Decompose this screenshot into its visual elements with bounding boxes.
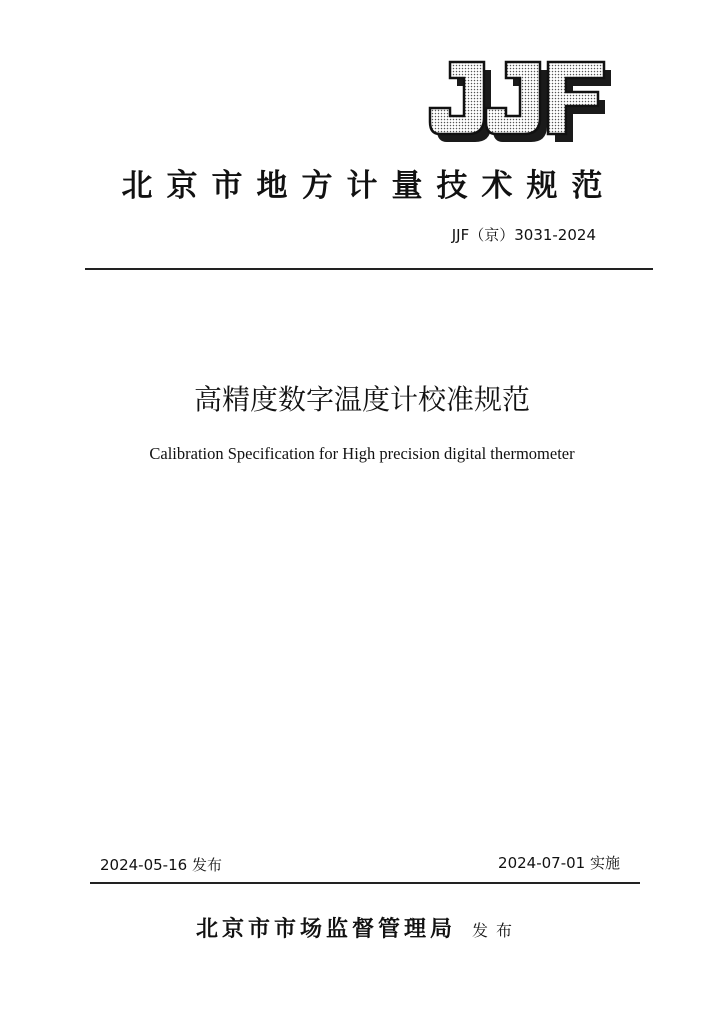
main-title-en: Calibration Specification for High precision digital thermometer — [149, 444, 575, 463]
jjf-logo — [428, 58, 616, 144]
effective-date: 2024-07-01 实施 — [498, 854, 620, 872]
publisher-name: 北京市市场监督管理局 — [196, 916, 457, 942]
top-divider — [85, 268, 653, 270]
series-title: 北京市地方计量技术规范 — [121, 168, 617, 204]
publisher-line — [196, 912, 520, 943]
publisher-action: 发布 — [472, 921, 521, 940]
bottom-divider — [90, 882, 640, 884]
document-number: JJF（京）3031-2024 — [451, 226, 596, 244]
release-date: 2024-05-16 发布 — [100, 856, 222, 874]
main-title-cn: 高精度数字温度计校准规范 — [193, 383, 530, 416]
logo-text: JJF — [428, 58, 430, 59]
